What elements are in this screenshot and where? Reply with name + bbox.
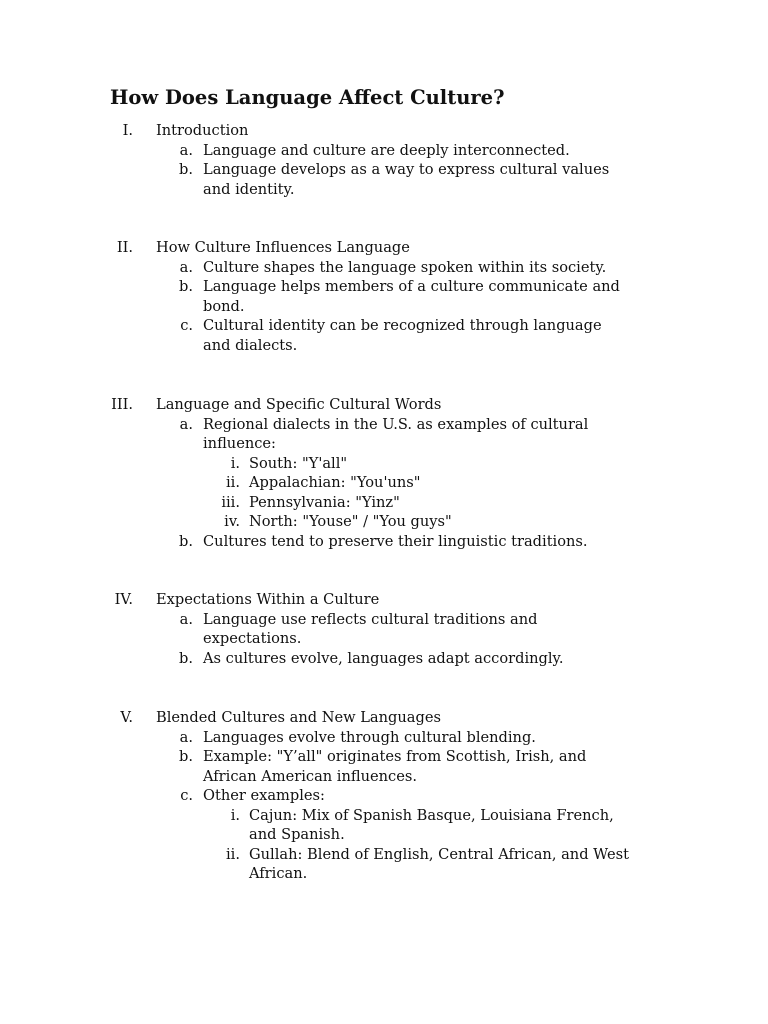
subitem-text: South: "Y'all"	[249, 454, 348, 472]
section-heading: Expectations Within a Culture	[156, 591, 380, 608]
item-marker: b.	[179, 161, 193, 178]
document-title: How Does Language Affect Culture?	[110, 86, 505, 109]
item-text: and dialects.	[203, 336, 298, 354]
subitem-marker: iii.	[221, 493, 240, 511]
subitem-marker: i.	[230, 806, 240, 824]
item-text: Language use reflects cultural traditions and	[203, 610, 538, 628]
item-text: As cultures evolve, languages adapt accordingly.	[203, 649, 564, 667]
subitem-text: African.	[249, 865, 308, 882]
subitem-text: North: "Youse" / "You guys"	[249, 513, 452, 530]
section-numeral: V.	[120, 709, 133, 726]
section-numeral: II.	[116, 239, 133, 256]
item-marker: b.	[179, 278, 193, 295]
item-marker: a.	[179, 141, 193, 159]
item-text: influence:	[203, 435, 276, 452]
subitem-text: Pennsylvania: "Yinz"	[249, 493, 400, 511]
item-marker: a.	[179, 415, 193, 433]
item-text: African American influences.	[203, 767, 417, 785]
item-marker: c.	[180, 317, 193, 334]
item-text: Regional dialects in the U.S. as examples of cultural	[203, 415, 589, 433]
item-text: Other examples:	[203, 787, 325, 804]
item-text: Culture shapes the language spoken within its society.	[203, 258, 607, 276]
item-text: Cultures tend to preserve their linguistic traditions.	[203, 532, 588, 550]
item-text: Language and culture are deeply interconnected.	[203, 141, 570, 159]
item-text: bond.	[203, 297, 245, 315]
item-marker: b.	[179, 748, 193, 765]
section-heading: Blended Cultures and New Languages	[156, 709, 441, 726]
item-text: Example: "Y’all" originates from Scottish, Irish, and	[203, 748, 587, 765]
section-numeral: IV.	[114, 591, 133, 608]
item-text: Cultural identity can be recognized through language	[203, 317, 602, 334]
subitem-marker: i.	[230, 454, 240, 472]
item-marker: a.	[179, 610, 193, 628]
subitem-text: Appalachian: "You'uns"	[249, 474, 421, 491]
item-text: Language develops as a way to express cultural values	[203, 161, 610, 178]
item-marker: a.	[179, 728, 193, 746]
subitem-marker: iv.	[224, 513, 240, 530]
item-marker: b.	[179, 532, 193, 550]
item-text: expectations.	[203, 630, 302, 647]
section-heading: Language and Specific Cultural Words	[156, 396, 442, 413]
subitem-marker: ii.	[226, 474, 240, 491]
section-numeral: III.	[111, 396, 133, 413]
item-marker: c.	[180, 787, 193, 804]
item-text: and identity.	[203, 180, 295, 198]
subitem-text: Cajun: Mix of Spanish Basque, Louisiana French,	[249, 806, 614, 824]
item-text: Languages evolve through cultural blending.	[203, 728, 536, 746]
subitem-marker: ii.	[226, 845, 240, 863]
subitem-text: Gullah: Blend of English, Central African, and West	[249, 845, 629, 863]
subitem-text: and Spanish.	[249, 826, 345, 843]
item-marker: a.	[179, 258, 193, 276]
section-heading: Introduction	[156, 122, 249, 139]
item-text: Language helps members of a culture communicate and	[203, 278, 620, 295]
section-heading: How Culture Influences Language	[156, 239, 410, 256]
item-marker: b.	[179, 649, 193, 667]
section-numeral: I.	[122, 122, 133, 139]
